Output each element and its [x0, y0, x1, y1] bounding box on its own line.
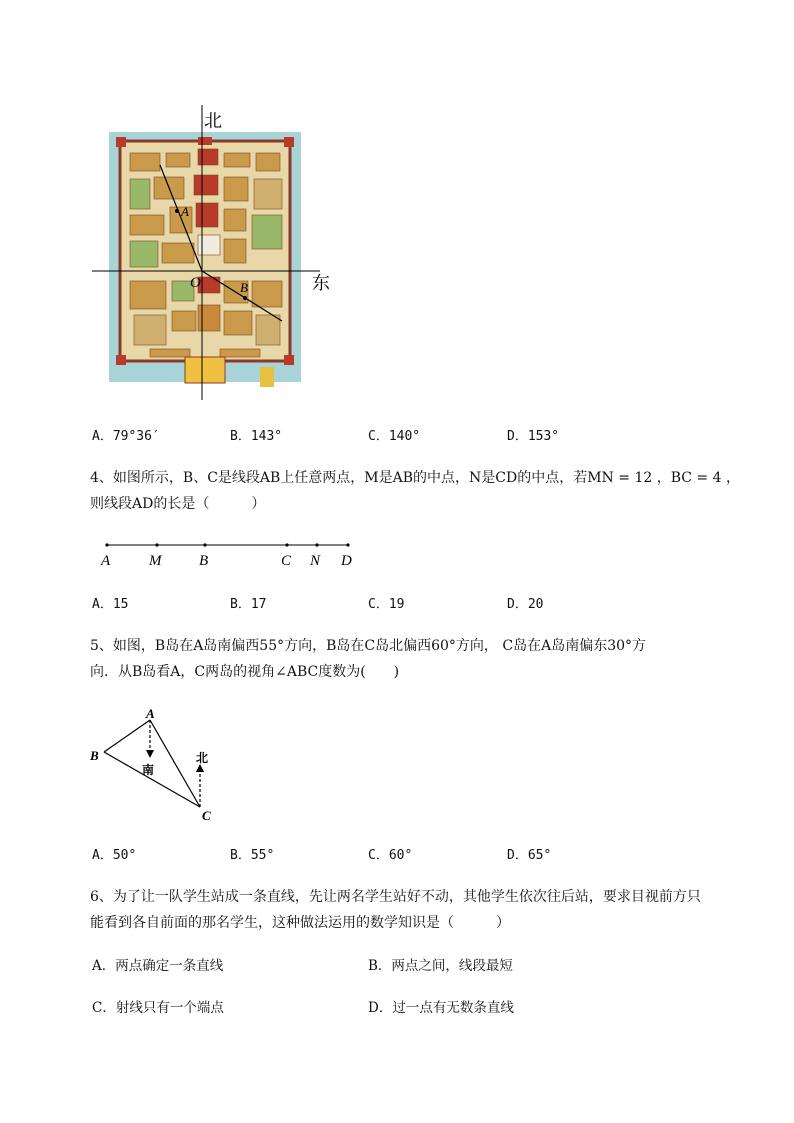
point-b-label: B [240, 280, 248, 295]
vertex-a-label: A [146, 706, 155, 721]
point-d-label: D [341, 553, 352, 569]
q4-option-b[interactable]: B．17 [230, 597, 267, 612]
q5-question-line2: 向．从B岛看A，C两岛的视角∠ABC度数为( ) [90, 664, 400, 680]
q5-triangle-figure [88, 702, 228, 827]
q5-option-a[interactable]: A．50° [92, 848, 137, 863]
point-a-dot [175, 209, 179, 213]
north-label: 北 [196, 751, 209, 765]
q4-segment-figure [95, 535, 365, 571]
palace-map-svg [90, 105, 340, 400]
segment-svg [95, 535, 365, 571]
point-b-label: B [199, 553, 209, 569]
q6-question-line1: 6、为了让一队学生站成一条直线，先让两名学生站好不动，其他学生依次往后站，要求目视前方只 [90, 889, 701, 905]
point-m-label: M [149, 553, 162, 569]
q4-option-d[interactable]: D．20 [507, 597, 544, 612]
south-label: 南 [142, 763, 155, 777]
palace-map-figure [90, 105, 340, 400]
q6-question-line2: 能看到各自前面的那名学生，这种做法运用的数学知识是（ ） [90, 915, 510, 931]
vertex-b-label: B [90, 748, 99, 763]
triangle-svg [88, 702, 228, 827]
map-south-east-gate [260, 367, 274, 387]
q4-question-line2: 则线段AD的长是（ ） [90, 496, 266, 512]
point-n-label: N [310, 553, 321, 569]
q6-option-c[interactable]: C．射线只有一个端点 [92, 1000, 224, 1016]
q6-option-d[interactable]: D．过一点有无数条直线 [368, 1000, 514, 1016]
q4-question-line1: 4、如图所示，B、C是线段AB上任意两点，M是AB的中点，N是CD的中点，若MN = 12 ，BC = 4 ， [90, 470, 740, 486]
q6-option-a[interactable]: A．两点确定一条直线 [92, 958, 224, 974]
point-o-label: O [190, 275, 201, 291]
point-c-label: C [281, 553, 292, 569]
q3-option-c[interactable]: C．140° [368, 429, 421, 444]
point-b-dot [243, 296, 247, 300]
point-a-label: A [181, 204, 189, 219]
q5-option-c[interactable]: C．60° [368, 848, 413, 863]
q5-option-d[interactable]: D．65° [507, 848, 552, 863]
q5-question-line1: 5、如图，B岛在A岛南偏西55°方向，B岛在C岛北偏西60°方向， C岛在A岛南偏东30°方 [90, 638, 647, 654]
q6-option-b[interactable]: B．两点之间，线段最短 [368, 958, 513, 974]
q4-option-c[interactable]: C．19 [368, 597, 405, 612]
q3-option-d[interactable]: D．153° [507, 429, 560, 444]
point-a-label: A [101, 553, 111, 569]
map-south-gate [185, 357, 225, 383]
q3-option-a[interactable]: A．79°36′ [92, 429, 160, 444]
q4-option-a[interactable]: A．15 [92, 597, 129, 612]
vertex-c-label: C [202, 808, 211, 823]
q3-option-b[interactable]: B．143° [230, 429, 283, 444]
east-label: 东 [312, 273, 330, 293]
q5-option-b[interactable]: B．55° [230, 848, 275, 863]
north-label: 北 [204, 111, 222, 131]
